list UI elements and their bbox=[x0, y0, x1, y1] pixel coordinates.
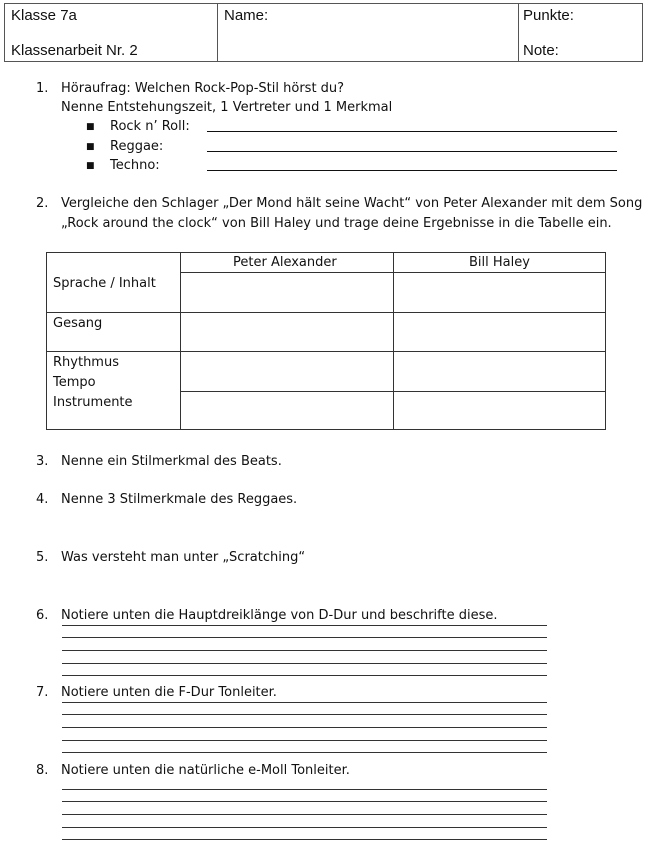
answer-line[interactable] bbox=[207, 131, 617, 132]
staff-line[interactable] bbox=[62, 714, 547, 715]
task-text: Notiere unten die natürliche e-Moll Tonleiter. bbox=[61, 763, 350, 778]
header-divider bbox=[518, 4, 519, 61]
table-divider bbox=[393, 253, 394, 429]
staff-line[interactable] bbox=[62, 675, 547, 676]
task-number: 8. bbox=[36, 763, 49, 778]
staff-line[interactable] bbox=[62, 789, 547, 790]
staff-line[interactable] bbox=[62, 827, 547, 828]
table-col-header: Bill Haley bbox=[469, 255, 530, 270]
task-text: Nenne Entstehungszeit, 1 Vertreter und 1 Merkmal bbox=[61, 100, 393, 115]
task-number: 3. bbox=[36, 454, 49, 469]
table-divider bbox=[180, 253, 181, 429]
staff-line[interactable] bbox=[62, 839, 547, 840]
task-text: Notiere unten die Hauptdreiklänge von D-Dur und beschrifte diese. bbox=[61, 608, 498, 623]
table-row-label: Sprache / Inhalt bbox=[53, 276, 156, 291]
task-number: 2. bbox=[36, 196, 49, 211]
task-text: „Rock around the clock“ von Bill Haley und trage deine Ergebnisse in die Tabelle ein. bbox=[61, 216, 612, 231]
table-divider bbox=[47, 351, 605, 352]
staff-line[interactable] bbox=[62, 727, 547, 728]
bullet-label: Reggae: bbox=[110, 139, 164, 154]
task-text: Nenne 3 Stilmerkmale des Reggaes. bbox=[61, 492, 298, 507]
task-text: Vergleiche den Schlager „Der Mond hält seine Wacht“ von Peter Alexander mit dem Song bbox=[61, 196, 643, 211]
staff-line[interactable] bbox=[62, 637, 547, 638]
bullet-label: Techno: bbox=[110, 158, 160, 173]
staff-line[interactable] bbox=[62, 740, 547, 741]
answer-line[interactable] bbox=[207, 170, 617, 171]
task-number: 1. bbox=[36, 81, 49, 96]
table-row-label: Gesang bbox=[53, 316, 103, 331]
comparison-table bbox=[46, 252, 606, 430]
table-divider bbox=[47, 312, 605, 313]
staff-line[interactable] bbox=[62, 663, 547, 664]
task-number: 6. bbox=[36, 608, 49, 623]
staff-line[interactable] bbox=[62, 801, 547, 802]
header-divider bbox=[217, 4, 218, 61]
bullet-icon: ■ bbox=[86, 142, 95, 152]
bullet-icon: ■ bbox=[86, 122, 95, 132]
points-label: Punkte: bbox=[523, 7, 574, 24]
table-row-label: Tempo bbox=[53, 375, 96, 390]
bullet-label: Rock n’ Roll: bbox=[110, 119, 190, 134]
staff-line[interactable] bbox=[62, 625, 547, 626]
table-row-label: Rhythmus bbox=[53, 355, 119, 370]
staff-line[interactable] bbox=[62, 702, 547, 703]
task-number: 5. bbox=[36, 550, 49, 565]
bullet-icon: ■ bbox=[86, 161, 95, 171]
table-row-label: Instrumente bbox=[53, 395, 133, 410]
class-label: Klasse 7a bbox=[11, 7, 77, 24]
answer-line[interactable] bbox=[207, 151, 617, 152]
grade-label: Note: bbox=[523, 42, 559, 59]
header-box bbox=[4, 3, 643, 62]
staff-line[interactable] bbox=[62, 752, 547, 753]
task-number: 7. bbox=[36, 685, 49, 700]
table-col-header: Peter Alexander bbox=[233, 255, 337, 270]
staff-line[interactable] bbox=[62, 650, 547, 651]
exam-title: Klassenarbeit Nr. 2 bbox=[11, 42, 138, 59]
task-text: Nenne ein Stilmerkmal des Beats. bbox=[61, 454, 282, 469]
name-label: Name: bbox=[224, 7, 269, 24]
task-text: Was versteht man unter „Scratching“ bbox=[61, 550, 306, 565]
table-divider bbox=[180, 391, 605, 392]
task-text: Höraufrag: Welchen Rock-Pop-Stil hörst du? bbox=[61, 81, 345, 96]
staff-line[interactable] bbox=[62, 814, 547, 815]
task-text: Notiere unten die F-Dur Tonleiter. bbox=[61, 685, 277, 700]
task-number: 4. bbox=[36, 492, 49, 507]
